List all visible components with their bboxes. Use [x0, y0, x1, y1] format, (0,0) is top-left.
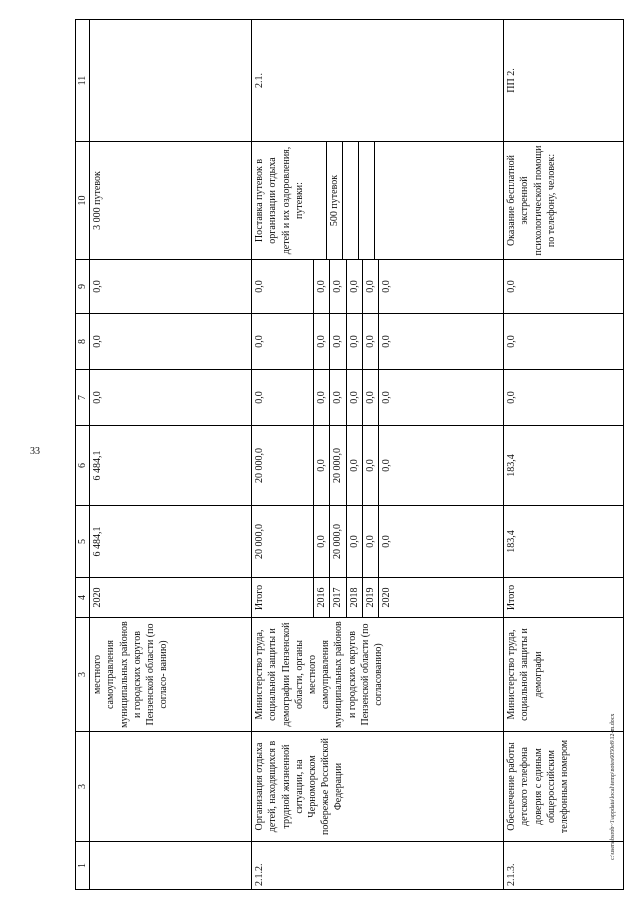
ref: 2.1. — [252, 20, 504, 142]
value-col8: 0,0 — [504, 314, 624, 370]
value: 0,0 — [362, 260, 378, 313]
page-number: 33 — [30, 446, 40, 457]
value: 0,0 — [314, 370, 330, 425]
col-header: 5 — [76, 506, 90, 578]
values-col5 — [252, 506, 504, 578]
value: 0,0 — [330, 314, 346, 369]
value: 0,0 — [380, 459, 392, 472]
indicator-blank — [343, 142, 359, 259]
year: 2017 — [330, 578, 346, 617]
indicator-blank — [375, 142, 391, 259]
value-total: 183,4 — [504, 506, 624, 578]
col-header: 9 — [76, 260, 90, 314]
indicator-cell — [252, 142, 504, 260]
value: 0,0 — [314, 426, 330, 505]
value: 0,0 — [362, 314, 378, 369]
year: 2016 — [314, 578, 330, 617]
value: 0,0 — [346, 370, 362, 425]
program-activities-table — [75, 19, 624, 890]
indicator: Оказание бесплатной экстренной психологической помощи по телефону, человек: — [504, 142, 624, 260]
value-regional: 183,4 — [504, 426, 624, 506]
value: 0,0 — [330, 370, 346, 425]
value-col7: 0,0 — [504, 370, 624, 426]
executor: Министерство труда, социальной защиты и демографи — [504, 618, 624, 732]
row-number: 2.1.2. — [252, 842, 504, 890]
value: 0,0 — [362, 506, 378, 577]
col-header: 10 — [76, 142, 90, 260]
table-row-continuation — [90, 20, 252, 890]
value-col9: 0,0 — [90, 260, 252, 314]
col-header: 4 — [76, 578, 90, 618]
value: 0,0 — [380, 535, 392, 548]
value: 20 000,0 — [252, 506, 314, 577]
indicator-blank — [359, 142, 375, 259]
values-col7 — [252, 370, 504, 426]
table-row-2-1-2 — [252, 20, 504, 890]
value: 0,0 — [380, 335, 392, 348]
value: 20 000,0 — [252, 426, 314, 505]
value: 20 000,0 — [330, 506, 346, 577]
value: 0,0 — [314, 506, 330, 577]
year: 2018 — [346, 578, 362, 617]
rotated-table-page — [75, 20, 615, 890]
value: 20 000,0 — [330, 426, 346, 505]
col-header: 8 — [76, 314, 90, 370]
value-col9: 0,0 — [504, 260, 624, 314]
value: 0,0 — [252, 314, 314, 369]
row-number: 2.1.3. — [504, 842, 624, 890]
value: 0,0 — [330, 260, 346, 313]
year: Итого — [504, 578, 624, 618]
value-col8: 0,0 — [90, 314, 252, 370]
indicator-title: Поставка путевок в организации отдыха детей и их оздоровления, путевки: — [252, 142, 327, 259]
year: Итого — [252, 578, 314, 617]
table-row-2-1-3 — [504, 20, 624, 890]
col-header: 11 — [76, 20, 90, 142]
file-path-footer: c:\users\bsrob~1\appdata\local\temp\notes6050e8\12-m.docx — [610, 713, 616, 860]
year: 2020 — [380, 587, 392, 608]
value: 0,0 — [314, 260, 330, 313]
value: 0,0 — [346, 506, 362, 577]
value-col7: 0,0 — [90, 370, 252, 426]
values-col6 — [252, 426, 504, 506]
col-header: 3 — [76, 618, 90, 732]
years-cell — [252, 578, 504, 618]
activity-name: Организация отдыха детей, находящихся в трудной жизненной ситуации, на Черноморском побережье Российской Федерации — [252, 732, 504, 842]
col-header: 7 — [76, 370, 90, 426]
value: 0,0 — [380, 391, 392, 404]
executor: местного самоуправления муниципальных районов и городских округов Пензенской области (по согласо- ванию) — [90, 618, 252, 732]
value: 0,0 — [362, 426, 378, 505]
value-total: 6 484,1 — [90, 506, 252, 578]
value: 0,0 — [346, 426, 362, 505]
executor: Министерство труда, социальной защиты и демографии Пензенской области, органы местного самоуправления муниципальных районов и городских округов Пензенской области (по согласованию) — [252, 618, 504, 732]
value: 0,0 — [346, 260, 362, 313]
value: 0,0 — [362, 370, 378, 425]
activity-name: Обеспечение работы детского телефона доверия с единым общероссийским телефонным номером — [504, 732, 624, 842]
col-header: 3 — [76, 732, 90, 842]
indicator-value: 500 путевок — [327, 142, 343, 259]
ref: ПП 2. — [504, 20, 624, 142]
value-regional: 6 484,1 — [90, 426, 252, 506]
values-col8 — [252, 314, 504, 370]
value: 0,0 — [252, 370, 314, 425]
year: 2019 — [362, 578, 378, 617]
header-row — [76, 20, 90, 890]
indicator: 3 000 путевок — [90, 142, 252, 260]
value: 0,0 — [252, 260, 314, 313]
value: 0,0 — [346, 314, 362, 369]
row-number — [90, 842, 252, 890]
col-header: 1 — [76, 842, 90, 890]
year: 2020 — [90, 578, 252, 618]
value: 0,0 — [380, 280, 392, 293]
col-header: 6 — [76, 426, 90, 506]
activity-name — [90, 732, 252, 842]
values-col9 — [252, 260, 504, 314]
ref — [90, 20, 252, 142]
value: 0,0 — [314, 314, 330, 369]
